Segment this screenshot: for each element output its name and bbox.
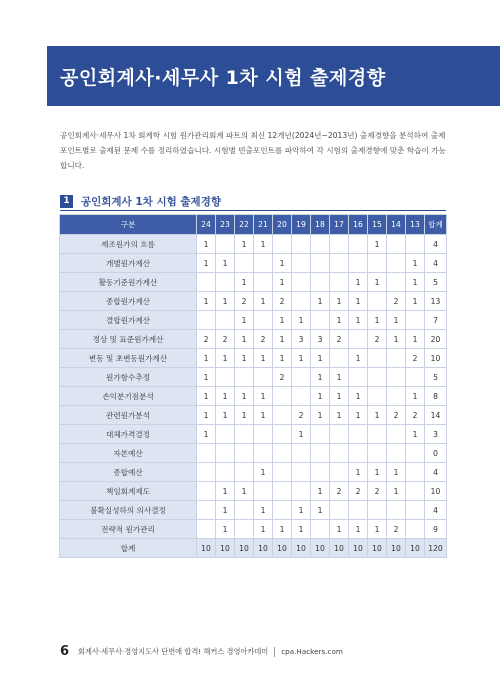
- row-total-cell: 5: [425, 368, 447, 387]
- count-cell: 1: [235, 387, 254, 406]
- header-year: 20: [273, 215, 292, 235]
- count-cell: [349, 444, 368, 463]
- count-cell: 1: [197, 292, 216, 311]
- table-header-row: [60, 215, 447, 235]
- count-cell: 1: [197, 406, 216, 425]
- table-row: [60, 254, 447, 273]
- count-cell: 1: [368, 311, 387, 330]
- count-cell: [292, 273, 311, 292]
- footer-url: cpa.Hackers.com: [281, 647, 343, 656]
- count-cell: 1: [235, 349, 254, 368]
- count-cell: [406, 482, 425, 501]
- row-label: 대체가격결정: [60, 425, 197, 444]
- header-year: 13: [406, 215, 425, 235]
- count-cell: [368, 501, 387, 520]
- count-cell: [387, 235, 406, 254]
- count-cell: [330, 444, 349, 463]
- count-cell: [368, 368, 387, 387]
- count-cell: 1: [273, 311, 292, 330]
- table-row: [60, 520, 447, 539]
- count-cell: 1: [330, 311, 349, 330]
- count-cell: 2: [235, 292, 254, 311]
- count-cell: 1: [311, 406, 330, 425]
- count-cell: [349, 501, 368, 520]
- count-cell: [235, 463, 254, 482]
- count-cell: 1: [292, 425, 311, 444]
- count-cell: 2: [406, 349, 425, 368]
- count-cell: [368, 349, 387, 368]
- count-cell: [292, 235, 311, 254]
- table-row: [60, 444, 447, 463]
- total-cell: 10: [254, 539, 273, 558]
- count-cell: [235, 425, 254, 444]
- count-cell: [387, 349, 406, 368]
- count-cell: 1: [330, 292, 349, 311]
- count-cell: [292, 444, 311, 463]
- row-label: 변동 및 초변동원가계산: [60, 349, 197, 368]
- count-cell: [273, 425, 292, 444]
- count-cell: [254, 444, 273, 463]
- count-cell: 1: [235, 311, 254, 330]
- row-label: 자본예산: [60, 444, 197, 463]
- count-cell: [197, 463, 216, 482]
- count-cell: [292, 292, 311, 311]
- count-cell: [311, 254, 330, 273]
- row-label: 결합원가계산: [60, 311, 197, 330]
- row-total-cell: 4: [425, 501, 447, 520]
- section-heading: [60, 191, 446, 211]
- count-cell: 3: [292, 330, 311, 349]
- count-cell: [349, 368, 368, 387]
- count-cell: [368, 254, 387, 273]
- count-cell: 2: [387, 520, 406, 539]
- count-cell: 1: [368, 463, 387, 482]
- header-year: 21: [254, 215, 273, 235]
- count-cell: [349, 425, 368, 444]
- count-cell: [349, 235, 368, 254]
- row-label: 책임회계제도: [60, 482, 197, 501]
- count-cell: 1: [406, 292, 425, 311]
- count-cell: 1: [235, 482, 254, 501]
- row-label: 불확실성하의 의사결정: [60, 501, 197, 520]
- count-cell: [368, 444, 387, 463]
- count-cell: [330, 501, 349, 520]
- header-year: 22: [235, 215, 254, 235]
- count-cell: [235, 444, 254, 463]
- count-cell: 2: [387, 292, 406, 311]
- count-cell: [368, 292, 387, 311]
- count-cell: 1: [216, 254, 235, 273]
- table-row: [60, 368, 447, 387]
- count-cell: 1: [349, 292, 368, 311]
- count-cell: [387, 254, 406, 273]
- count-cell: 2: [197, 330, 216, 349]
- count-cell: 2: [330, 482, 349, 501]
- row-label: 원가함수추정: [60, 368, 197, 387]
- count-cell: 1: [311, 368, 330, 387]
- count-cell: 1: [273, 330, 292, 349]
- row-label: 종합예산: [60, 463, 197, 482]
- count-cell: [387, 273, 406, 292]
- count-cell: [330, 273, 349, 292]
- header-year: 23: [216, 215, 235, 235]
- chapter-banner: [47, 46, 500, 106]
- section-divider: [60, 210, 446, 211]
- count-cell: [311, 425, 330, 444]
- total-cell: 10: [406, 539, 425, 558]
- count-cell: [216, 444, 235, 463]
- row-label: 활동기준원가계산: [60, 273, 197, 292]
- total-label: 합계: [60, 539, 197, 558]
- count-cell: 1: [216, 501, 235, 520]
- count-cell: [216, 425, 235, 444]
- count-cell: 1: [273, 273, 292, 292]
- footer-slogan: 회계사·세무사·경영지도사 단번에 합격! 해커스 경영아카데미: [78, 646, 269, 656]
- count-cell: 2: [406, 406, 425, 425]
- row-label: 제조원가의 흐름: [60, 235, 197, 254]
- table-row: [60, 387, 447, 406]
- count-cell: [311, 235, 330, 254]
- table-row: [60, 311, 447, 330]
- count-cell: 2: [349, 482, 368, 501]
- table-row: [60, 463, 447, 482]
- count-cell: 2: [368, 482, 387, 501]
- count-cell: [311, 311, 330, 330]
- count-cell: [216, 273, 235, 292]
- count-cell: [216, 235, 235, 254]
- count-cell: [330, 425, 349, 444]
- count-cell: 1: [254, 463, 273, 482]
- table-row: [60, 425, 447, 444]
- count-cell: [292, 387, 311, 406]
- count-cell: [330, 235, 349, 254]
- total-cell: 10: [273, 539, 292, 558]
- count-cell: 1: [349, 520, 368, 539]
- count-cell: [387, 425, 406, 444]
- table-row: [60, 349, 447, 368]
- count-cell: 1: [197, 368, 216, 387]
- count-cell: 1: [235, 273, 254, 292]
- row-total-cell: 14: [425, 406, 447, 425]
- total-cell: 120: [425, 539, 447, 558]
- count-cell: 1: [254, 235, 273, 254]
- count-cell: 1: [273, 520, 292, 539]
- count-cell: [216, 311, 235, 330]
- count-cell: 1: [387, 330, 406, 349]
- count-cell: 2: [273, 368, 292, 387]
- count-cell: 2: [254, 330, 273, 349]
- row-total-cell: 20: [425, 330, 447, 349]
- count-cell: 1: [311, 349, 330, 368]
- count-cell: 1: [273, 254, 292, 273]
- total-cell: 10: [311, 539, 330, 558]
- count-cell: 1: [311, 501, 330, 520]
- count-cell: [235, 254, 254, 273]
- count-cell: 1: [254, 292, 273, 311]
- count-cell: [235, 368, 254, 387]
- header-category: 구분: [60, 215, 197, 235]
- count-cell: [406, 520, 425, 539]
- count-cell: 1: [311, 387, 330, 406]
- row-total-cell: 10: [425, 482, 447, 501]
- total-cell: 10: [235, 539, 254, 558]
- count-cell: 1: [387, 482, 406, 501]
- count-cell: [273, 235, 292, 254]
- total-cell: 10: [387, 539, 406, 558]
- page-footer: [60, 644, 460, 659]
- count-cell: [273, 444, 292, 463]
- count-cell: [349, 254, 368, 273]
- count-cell: [292, 482, 311, 501]
- row-total-cell: 4: [425, 235, 447, 254]
- row-total-cell: 3: [425, 425, 447, 444]
- total-cell: 10: [292, 539, 311, 558]
- count-cell: 1: [311, 482, 330, 501]
- count-cell: 2: [368, 330, 387, 349]
- count-cell: [235, 520, 254, 539]
- table-row: [60, 406, 447, 425]
- count-cell: 1: [216, 387, 235, 406]
- total-cell: 10: [349, 539, 368, 558]
- count-cell: 1: [406, 425, 425, 444]
- count-cell: 1: [216, 520, 235, 539]
- count-cell: 1: [197, 254, 216, 273]
- count-cell: [197, 482, 216, 501]
- count-cell: [197, 444, 216, 463]
- count-cell: 1: [254, 349, 273, 368]
- row-label: 개별원가계산: [60, 254, 197, 273]
- count-cell: 1: [330, 368, 349, 387]
- count-cell: 3: [311, 330, 330, 349]
- count-cell: [254, 425, 273, 444]
- count-cell: 1: [349, 311, 368, 330]
- count-cell: [292, 463, 311, 482]
- count-cell: [311, 463, 330, 482]
- count-cell: 1: [197, 425, 216, 444]
- count-cell: 2: [273, 292, 292, 311]
- count-cell: [330, 254, 349, 273]
- count-cell: 1: [368, 273, 387, 292]
- count-cell: [254, 311, 273, 330]
- count-cell: 1: [368, 520, 387, 539]
- row-label: 종합원가계산: [60, 292, 197, 311]
- section-number-badge: 1: [60, 195, 73, 208]
- count-cell: 1: [292, 349, 311, 368]
- table-row: [60, 292, 447, 311]
- row-total-cell: 13: [425, 292, 447, 311]
- count-cell: [292, 368, 311, 387]
- row-label: 관련원가분석: [60, 406, 197, 425]
- count-cell: 1: [292, 501, 311, 520]
- total-cell: 10: [216, 539, 235, 558]
- count-cell: 1: [292, 520, 311, 539]
- count-cell: 1: [330, 406, 349, 425]
- count-cell: [406, 235, 425, 254]
- count-cell: [368, 387, 387, 406]
- count-cell: 1: [349, 349, 368, 368]
- row-total-cell: 7: [425, 311, 447, 330]
- header-year: 16: [349, 215, 368, 235]
- count-cell: 1: [197, 235, 216, 254]
- total-cell: 10: [197, 539, 216, 558]
- header-year: 24: [197, 215, 216, 235]
- count-cell: [197, 273, 216, 292]
- count-cell: 2: [292, 406, 311, 425]
- count-cell: [387, 368, 406, 387]
- exam-trend-table: [59, 214, 447, 558]
- count-cell: [273, 406, 292, 425]
- count-cell: 2: [216, 330, 235, 349]
- count-cell: [387, 501, 406, 520]
- count-cell: 2: [387, 406, 406, 425]
- total-cell: 10: [330, 539, 349, 558]
- count-cell: [273, 387, 292, 406]
- count-cell: 1: [406, 387, 425, 406]
- row-label: 정상 및 표준원가계산: [60, 330, 197, 349]
- count-cell: 1: [254, 387, 273, 406]
- count-cell: 1: [368, 235, 387, 254]
- count-cell: 1: [235, 330, 254, 349]
- row-total-cell: 4: [425, 254, 447, 273]
- count-cell: 1: [349, 387, 368, 406]
- count-cell: 1: [387, 463, 406, 482]
- count-cell: 1: [349, 273, 368, 292]
- count-cell: 1: [216, 349, 235, 368]
- count-cell: 1: [368, 406, 387, 425]
- table-row: [60, 482, 447, 501]
- footer-divider: [274, 647, 275, 657]
- count-cell: 1: [349, 406, 368, 425]
- count-cell: 1: [406, 273, 425, 292]
- count-cell: [254, 482, 273, 501]
- count-cell: 1: [254, 406, 273, 425]
- header-year: 14: [387, 215, 406, 235]
- count-cell: 1: [216, 482, 235, 501]
- total-cell: 10: [368, 539, 387, 558]
- count-cell: [254, 254, 273, 273]
- section-title: 공인회계사 1차 시험 출제경향: [81, 195, 221, 208]
- row-total-cell: 5: [425, 273, 447, 292]
- count-cell: [311, 520, 330, 539]
- table-row: [60, 501, 447, 520]
- header-total: 합계: [425, 215, 447, 235]
- count-cell: 1: [197, 349, 216, 368]
- count-cell: [273, 482, 292, 501]
- count-cell: [311, 444, 330, 463]
- count-cell: [197, 520, 216, 539]
- count-cell: [311, 273, 330, 292]
- count-cell: [387, 387, 406, 406]
- count-cell: 1: [216, 292, 235, 311]
- count-cell: 1: [197, 387, 216, 406]
- count-cell: 1: [330, 387, 349, 406]
- count-cell: [197, 311, 216, 330]
- table-row: [60, 235, 447, 254]
- count-cell: [406, 368, 425, 387]
- count-cell: [197, 501, 216, 520]
- count-cell: [406, 463, 425, 482]
- count-cell: 1: [311, 292, 330, 311]
- count-cell: 2: [330, 330, 349, 349]
- count-cell: [406, 444, 425, 463]
- count-cell: [235, 501, 254, 520]
- table-total-row: [60, 539, 447, 558]
- banner-title: 공인회계사·세무사 1차 시험 출제경향: [60, 66, 386, 89]
- count-cell: [406, 501, 425, 520]
- intro-paragraph: 공인회계사·세무사 1차 회계학 시험 원가관리회계 파트의 최신 12개년(2024년~2013년) 출제경향을 분석하여 출제 포인트별로 출제된 문제 수를 정리하였습니다. 시험별 빈출포인트를 파악하여 각 시험의 출제경향에 맞춘 학습이 가능합니다.: [60, 131, 446, 170]
- table-row: [60, 330, 447, 349]
- count-cell: 1: [387, 311, 406, 330]
- table-row: [60, 273, 447, 292]
- count-cell: [387, 444, 406, 463]
- row-total-cell: 9: [425, 520, 447, 539]
- count-cell: [254, 368, 273, 387]
- row-total-cell: 8: [425, 387, 447, 406]
- count-cell: [273, 463, 292, 482]
- header-year: 15: [368, 215, 387, 235]
- count-cell: 1: [330, 520, 349, 539]
- count-cell: 1: [235, 235, 254, 254]
- count-cell: [330, 463, 349, 482]
- count-cell: [273, 501, 292, 520]
- count-cell: [292, 254, 311, 273]
- count-cell: [254, 273, 273, 292]
- count-cell: [349, 330, 368, 349]
- count-cell: 1: [292, 311, 311, 330]
- row-total-cell: 4: [425, 463, 447, 482]
- header-year: 19: [292, 215, 311, 235]
- page-number: 6: [60, 644, 70, 659]
- header-year: 17: [330, 215, 349, 235]
- count-cell: [368, 425, 387, 444]
- count-cell: [216, 463, 235, 482]
- count-cell: 1: [349, 463, 368, 482]
- count-cell: 1: [254, 501, 273, 520]
- count-cell: [406, 311, 425, 330]
- count-cell: [216, 368, 235, 387]
- count-cell: [330, 349, 349, 368]
- row-total-cell: 0: [425, 444, 447, 463]
- row-label: 전략적 원가관리: [60, 520, 197, 539]
- row-label: 손익분기점분석: [60, 387, 197, 406]
- count-cell: 1: [273, 349, 292, 368]
- count-cell: 1: [216, 406, 235, 425]
- row-total-cell: 10: [425, 349, 447, 368]
- count-cell: 1: [406, 254, 425, 273]
- count-cell: 1: [406, 330, 425, 349]
- count-cell: 1: [254, 520, 273, 539]
- count-cell: 1: [235, 406, 254, 425]
- header-year: 18: [311, 215, 330, 235]
